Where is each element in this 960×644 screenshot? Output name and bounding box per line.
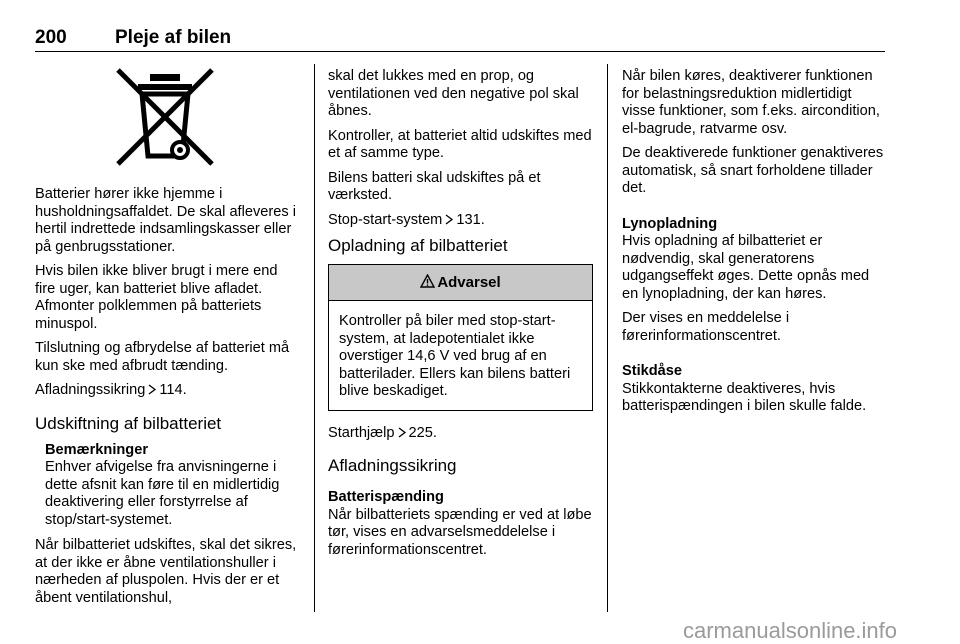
warning-body: Kontroller på biler med stop-start-system, at ladepotentialet ikke overstiger 14,6 V ved brug af en batterilader. Ellers kan bilens batteri blive beskadiget. — [339, 313, 571, 399]
reference-page: 114. — [159, 382, 187, 398]
page-reference-arrow-icon — [444, 214, 454, 225]
note-box — [35, 442, 300, 530]
column-divider — [607, 64, 608, 612]
paragraph: Stikkontakterne deaktiveres, hvis batterispændingen i bilen skulle falde. — [622, 380, 867, 414]
warning-header — [329, 265, 592, 301]
paragraph: Hvis opladning af bilbatteriet er nødvendig, skal generatorens udgangseffekt øges. Dette opnås med en lynopladning, der kan høres. — [622, 233, 870, 302]
crossed-out-wheeled-bin-icon — [110, 64, 220, 172]
column-divider — [314, 64, 315, 612]
subheading: Lynopladning — [622, 215, 718, 232]
reference-page: 131. — [456, 211, 485, 228]
watermark: carmanualsonline.info — [683, 618, 898, 643]
subheading: Stikdåse — [622, 363, 683, 379]
cross-reference — [328, 425, 593, 443]
chapter-title: Pleje af bilen — [115, 27, 232, 48]
paragraph: Kontroller, at batteriet altid udskiftes med et af samme type. — [328, 127, 592, 161]
paragraph: Når bilen køres, deaktiverer funktionen for belastningsreduktion midlertidigt visse funktioner, som f.eks. aircondition, el-bagrude, ratvarme osv. — [622, 68, 880, 137]
column-3 — [622, 68, 888, 423]
column-1 — [35, 64, 300, 614]
paragraph: Der vises en meddelelse i førerinformationscentret. — [622, 310, 790, 344]
paragraph: Bilens batteri skal udskiftes på et værksted. — [328, 169, 541, 203]
reference-text: Starthjælp — [328, 424, 395, 441]
paragraph: Når bilbatteriets spænding er ved at løbe tør, vises en advarselsmeddelelse i førerinformationscentret. — [328, 506, 592, 558]
reference-page: 225. — [408, 424, 437, 441]
paragraph: Når bilbatteriet udskiftes, skal det sikres, at der ikke er åbne ventilationshuller i nærheden af pluspolen. Hvis der er et åbent ventilationshul, — [35, 537, 297, 606]
page-reference-arrow-icon — [147, 384, 157, 395]
warning-triangle-icon — [420, 274, 435, 288]
paragraph: Hvis bilen ikke bliver brugt i mere end fire uger, kan batteriet blive afladet. Afmonter polklemmen på batteriets minuspol. — [35, 263, 278, 332]
subheading: Batterispænding — [328, 489, 444, 505]
section-heading: Opladning af bilbatteriet — [328, 236, 508, 255]
paragraph: Tilslutning og afbrydelse af batteriet må kun ske med afbrudt tænding. — [35, 340, 290, 374]
note-body: Enhver afvigelse fra anvisningerne i dette afsnit kan føre til en midlertidig deaktivering eller forstyrrelse af stop/start-systemet. — [45, 459, 280, 528]
paragraph: Batterier hører ikke hjemme i husholdningsaffaldet. De skal afleveres i hertil indrettede indsamlingskasser eller på genbrugsstationer. — [35, 186, 296, 255]
page-number: 200 — [35, 27, 67, 48]
cross-reference — [35, 382, 300, 400]
column-2 — [328, 68, 593, 566]
warning-box — [328, 264, 593, 411]
page-header — [35, 27, 885, 52]
paragraph: skal det lukkes med en prop, og ventilationen ved den negative pol skal åbnes. — [328, 68, 579, 119]
section-heading: Udskiftning af bilbatteriet — [35, 413, 222, 433]
paragraph: De deaktiverede funktioner genaktiveres automatisk, så snart forholdene tillader det. — [622, 145, 884, 196]
section-heading: Afladningssikring — [328, 456, 457, 475]
reference-text: Afladningssikring — [35, 382, 146, 398]
warning-title: Advarsel — [437, 274, 501, 291]
page-reference-arrow-icon — [397, 427, 407, 438]
reference-text: Stop-start-system — [328, 211, 443, 228]
note-title: Bemærkninger — [45, 441, 148, 458]
cross-reference — [328, 212, 593, 230]
